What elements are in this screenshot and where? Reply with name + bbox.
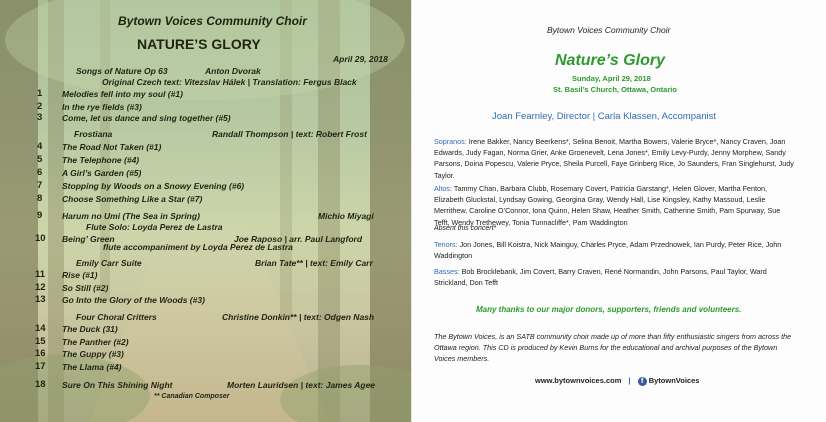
songs-of-nature-heading: Songs of Nature Op 63 — [76, 66, 168, 76]
track-title[interactable]: In the rye fields (#3) — [62, 102, 142, 112]
flute-accompaniment: flute accompaniment by Loyda Perez de Lastra — [103, 242, 293, 252]
track-number: 2 — [37, 101, 43, 112]
track-list-panel — [0, 0, 411, 422]
choral-critters-credit: Christine Donkin** | text: Odgen Nash — [222, 312, 375, 322]
website-link[interactable]: www.bytownvoices.com — [535, 376, 622, 385]
track-title[interactable]: The Duck (31) — [62, 324, 118, 334]
track-number: 10 — [35, 233, 46, 244]
lauridsen-credit: Morten Lauridsen | text: James Agee — [227, 380, 376, 390]
track-title[interactable]: A Girl’s Garden (#5) — [62, 168, 142, 178]
tenors-label: Tenors: — [434, 240, 458, 249]
track-title[interactable]: Melodies fell into my soul (#1) — [62, 89, 183, 99]
track-number: 7 — [37, 180, 43, 191]
track-number: 16 — [35, 348, 46, 359]
track-number: 3 — [37, 112, 43, 123]
basses-section — [434, 266, 794, 288]
track-number: 9 — [37, 210, 43, 221]
track-title[interactable]: The Llama (#4) — [62, 362, 122, 372]
track-number: 1 — [37, 88, 43, 99]
album-title: NATURE’S GLORY — [137, 36, 261, 52]
flute-solo-credit: Flute Solo: Loyda Perez de Lastra — [86, 222, 223, 232]
choir-name: Bytown Voices Community Choir — [547, 25, 671, 35]
track-title[interactable]: The Road Not Taken (#1) — [62, 142, 162, 152]
thanks-message: Many thanks to our major donors, supporters, friends and volunteers. — [476, 305, 742, 314]
altos-label: Altos: — [434, 184, 452, 193]
track-number: 11 — [35, 269, 46, 280]
emily-carr-credit: Brian Tate** | text: Emily Carr — [255, 258, 373, 268]
concert-details-panel — [411, 0, 826, 422]
concert-date: Sunday, April 29, 2018 — [572, 74, 651, 83]
track-title[interactable]: So Still (#2) — [62, 283, 109, 293]
altos-list: Tammy Chan, Barbara Clubb, Rosemary Covert, Patricia Garstang*, Helen Glover, Martha Fenton, Elizabeth Gluckstal, Lyndsay Gowing, Georgina Gray, Wendy Hall, Lise Kingsley, Kathy Massoud, Leslie Merrithew, Caroline O’Connor, Iona Quinn, Helen Shaw, Heather Smith, Catherine Smith, Pam Spurway, Sue Tefft, Wendy Trethewey, Tonia Tunnacliffe*, Pam Waddington — [434, 184, 781, 227]
frostiana-credit: Randall Thompson | text: Robert Frost — [212, 129, 367, 139]
absent-note: Absent this concert* — [434, 225, 497, 232]
track-title[interactable]: Being’ Green — [62, 234, 115, 244]
basses-label: Basses: — [434, 267, 460, 276]
director-accompanist: Joan Fearnley, Director | Carla Klassen, Accompanist — [492, 111, 717, 122]
concert-title: Nature’s Glory — [555, 52, 665, 69]
sopranos-list: Irene Bakker, Nancy Beerkens*, Selina Benoit, Martha Bowers, Valerie Bryce*, Nancy Craven, Joan Edwards, Judy Fagan, Norma Grier, Anke Groenevelt, Lena Jones*, Emily Levy-Purdy, Jenny Morphew, Sandy Parsons, Doina Popescu, Valerie Pryce, Sheila Purcell, Faye Grinberg Rice, Jo Saunders, Fran Singlehurst, Judy Taylor. — [434, 137, 794, 180]
being-green-credit: Joe Raposo | arr. Paul Langford — [234, 234, 363, 244]
emily-carr-suite-heading: Emily Carr Suite — [76, 258, 142, 268]
track-number: 15 — [35, 336, 46, 347]
track-number: 18 — [35, 379, 46, 390]
frostiana-heading: Frostiana — [74, 129, 113, 139]
concert-date: April 29, 2018 — [333, 54, 388, 64]
track-title[interactable]: Sure On This Shining Night — [62, 380, 173, 390]
track-title[interactable]: Choose Something Like a Star (#7) — [62, 194, 203, 204]
basses-list: Bob Brocklebank, Jim Covert, Barry Craven, René Normandin, John Parsons, Paul Taylor, Ward Strickland, Don Tefft — [434, 267, 767, 288]
concert-venue: St. Basil’s Church, Ottawa, Ontario — [553, 85, 677, 94]
track-title[interactable]: Stopping by Woods on a Snowy Evening (#6) — [62, 181, 245, 191]
track-title[interactable]: Harum no Umi (The Sea in Spring) — [62, 211, 200, 221]
track-number: 5 — [37, 154, 43, 165]
track-title[interactable]: Go Into the Glory of the Woods (#3) — [62, 295, 205, 305]
about-paragraph: The Bytown Voices, is an SATB community choir made up of more than fifty enthusiastic singers from across the Ottawa region. This CD is produced by Kevin Burns for the educational and archival purposes of the Bytown Voices members. — [434, 332, 792, 364]
track-title[interactable]: The Telephone (#4) — [62, 155, 140, 165]
track-number: 8 — [37, 193, 43, 204]
choir-name: Bytown Voices Community Choir — [118, 14, 307, 28]
track-number: 17 — [35, 361, 46, 372]
sopranos-section — [434, 136, 794, 181]
contact-line — [535, 376, 699, 386]
track-title[interactable]: Rise (#1) — [62, 270, 98, 280]
sopranos-label: Sopranos: — [434, 137, 467, 146]
dvorak-composer: Anton Dvorak — [205, 66, 261, 76]
track-number: 14 — [35, 323, 46, 334]
miyagi-composer: Michio Miyagi — [318, 211, 374, 221]
contact-divider: | — [628, 376, 631, 385]
track-title[interactable]: The Panther (#2) — [62, 337, 129, 347]
track-title[interactable]: Come, let us dance and sing together (#5) — [62, 113, 231, 123]
facebook-link[interactable]: BytownVoices — [648, 376, 700, 385]
facebook-icon: f — [638, 377, 647, 386]
canadian-composer-footnote: ** Canadian Composer — [154, 393, 230, 400]
track-number: 4 — [37, 141, 43, 152]
track-number: 13 — [35, 294, 46, 305]
choral-critters-heading: Four Choral Critters — [76, 312, 157, 322]
track-number: 12 — [35, 282, 46, 293]
track-title[interactable]: The Guppy (#3) — [62, 349, 124, 359]
songs-of-nature-credit: Original Czech text: Vitezslav Hálek | Translation: Fergus Black — [102, 77, 357, 87]
tenors-list: Jon Jones, Bill Koistra, Nick Mainguy, Charles Pryce, Adam Przednowek, Ian Purdy, Peter Rice, John Waddington — [434, 240, 782, 261]
altos-section — [434, 183, 794, 228]
track-number: 6 — [37, 167, 43, 178]
tenors-section — [434, 239, 794, 261]
